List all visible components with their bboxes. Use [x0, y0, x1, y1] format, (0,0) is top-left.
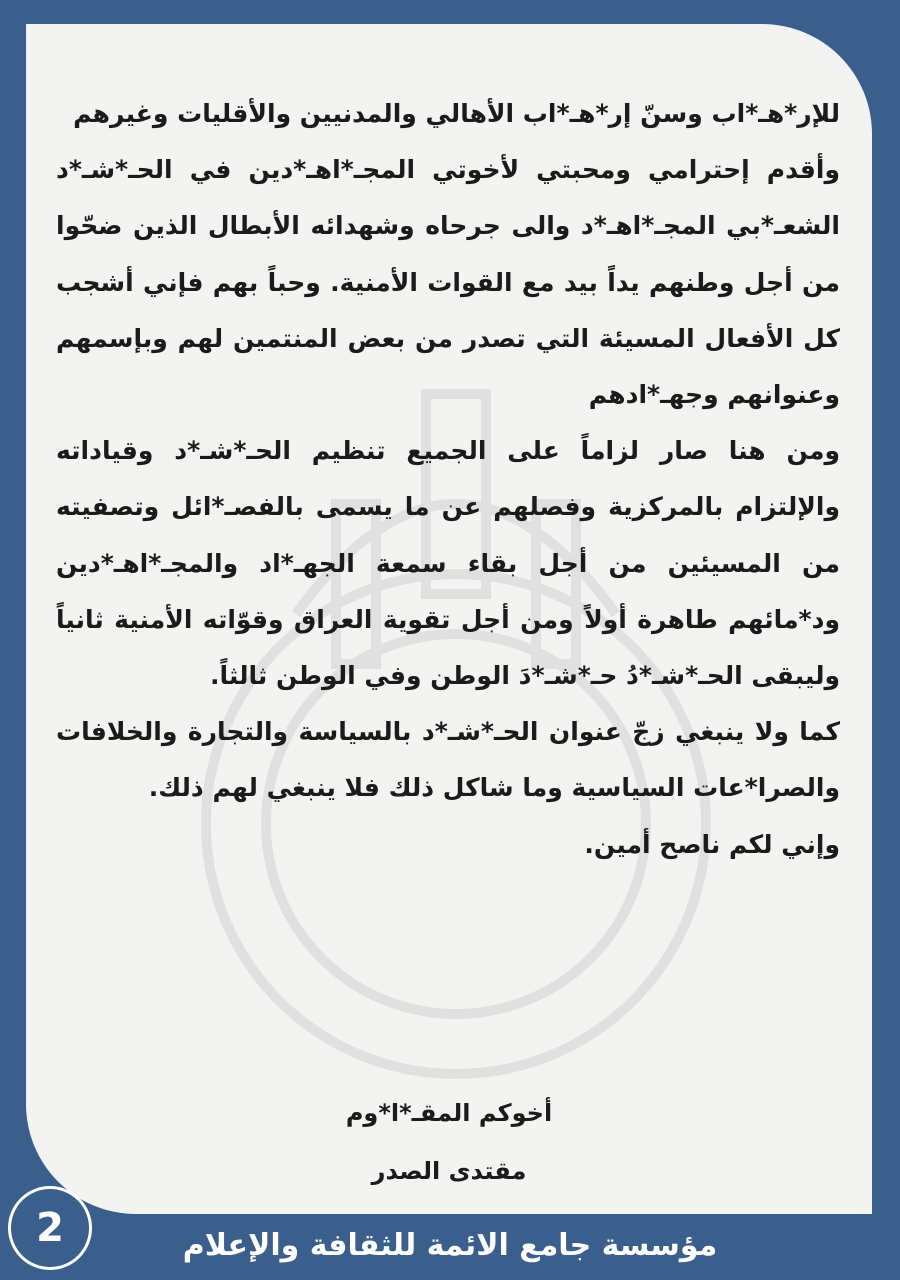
paragraph: وإني لكم ناصح أمين. [584, 829, 840, 859]
paragraph: ومن هنا صار لزاماً على الجميع تنظيم الحـ*شـ*د وقياداته والإلتزام بالمركزية وفصلهم عن ما يسمى بالفصـ*ائل وتصفيته من المسيئين من أجل بقاء سمعة الجهـ*اد والمجـ*اهـ*دين ود*مائهم طاهرة أولاً ومن أجل تقوية العراق وقوّاته الأمنية ثانياً وليبقى الحـ*شـ*دُ حـ*شـ*دَ الوطن وفي الوطن ثالثاً. [56, 436, 840, 691]
signature-block [26, 1084, 872, 1200]
signature-closing: أخوكم المقـ*ا*وم [345, 1099, 553, 1127]
paragraph: للإر*هـ*اب وسنّ إر*هـ*اب الأهالي والمدنيين والأقليات وغيرهم [73, 99, 840, 128]
paragraph: كما ولا ينبغي زجّ عنوان الحـ*شـ*د بالسياسة والتجارة والخلافات والصرا*عات السياسية وما شاكل ذلك فلا ينبغي لهم ذلك. [56, 717, 840, 803]
page-number-badge: 2 [8, 1186, 92, 1270]
footer-institution-name: مؤسسة جامع الائمة للثقافة والإعلام [182, 1228, 718, 1263]
page-sheet [26, 24, 872, 1214]
paragraph: وأقدم إحترامي ومحبتي لأخوتي المجـ*اهـ*دين في الحـ*شـ*د الشعـ*بي المجـ*اهـ*د والى جرحاه وشهدائه الأبطال الذين ضحّوا من أجل وطنهم يداً بيد مع القوات الأمنية. وحباً بهم فإني أشجب كل الأفعال المسيئة التي تصدر من بعض المنتمين لهم وبإسمهم وعنوانهم وجهـ*ادهم [56, 155, 840, 410]
signature-name: مقتدى الصدر [371, 1157, 527, 1185]
letter-body [56, 86, 840, 873]
